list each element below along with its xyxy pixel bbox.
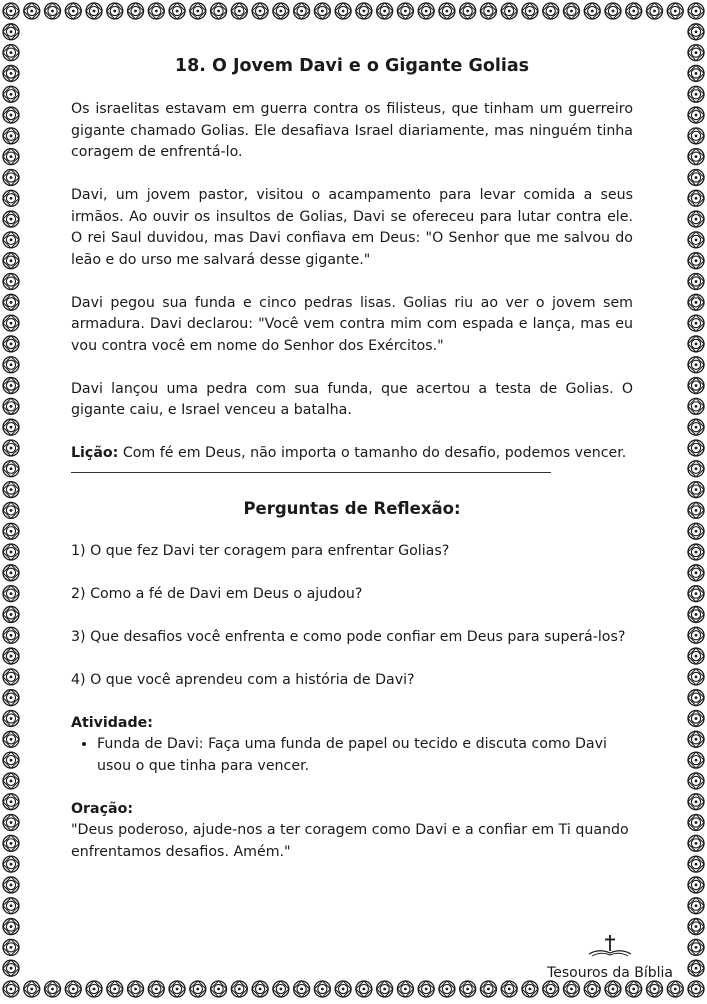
border-ornament (3, 86, 19, 102)
reflection-question-4: 4) O que você aprendeu com a história de Davi? (71, 671, 415, 688)
border-ornament (3, 981, 19, 997)
lesson-text: Com fé em Deus, não importa o tamanho do desafio, podemos vencer. (118, 445, 627, 461)
border-ornament (3, 856, 19, 872)
story-paragraph-3: Davi pegou sua funda e cinco pedras lisas. Golias riu ao ver o jovem sem armadura. Davi declarou: "Você vem contra mim com espada e lança, mas eu vou contra você em nome do Senhor dos Exércitos." (71, 294, 633, 354)
border-ornament (688, 357, 704, 373)
border-ornament (3, 45, 19, 61)
section-divider (71, 472, 551, 473)
border-ornament (3, 752, 19, 768)
border-ornament (3, 731, 19, 747)
reflection-title: Perguntas de Reflexão: (243, 498, 461, 518)
cross-on-book-icon (587, 934, 633, 958)
border-ornament (501, 3, 517, 19)
border-ornament (231, 981, 247, 997)
border-ornament (688, 710, 704, 726)
border-ornament (3, 461, 19, 477)
border-ornament (563, 981, 579, 997)
border-ornament (480, 3, 496, 19)
border-ornament (3, 669, 19, 685)
border-ornament (231, 3, 247, 19)
border-ornament (688, 315, 704, 331)
worksheet-content (71, 54, 633, 863)
border-ornament (3, 502, 19, 518)
story-paragraph-2: Davi, um jovem pastor, visitou o acampamento para levar comida a seus irmãos. Ao ouvir os insultos de Golias, Davi se ofereceu para lutar contra ele. O rei Saul duvidou, mas Davi confiava em Deus: "O Senhor que me salvou do leão e do urso me salvará desse gigante." (71, 187, 633, 268)
border-ornament (169, 3, 185, 19)
border-ornament (3, 482, 19, 498)
border-ornament (688, 273, 704, 289)
border-ornament (3, 835, 19, 851)
border-ornament (543, 981, 559, 997)
border-ornament (3, 960, 19, 976)
border-ornament (688, 586, 704, 602)
border-ornament (273, 3, 289, 19)
border-ornament (646, 3, 662, 19)
border-ornament (397, 3, 413, 19)
border-ornament (688, 773, 704, 789)
border-ornament (439, 3, 455, 19)
border-ornament (3, 315, 19, 331)
border-ornament (3, 565, 19, 581)
border-ornament (377, 3, 393, 19)
border-ornament (3, 794, 19, 810)
border-ornament (148, 3, 164, 19)
border-ornament (335, 3, 351, 19)
border-ornament (563, 3, 579, 19)
border-ornament (252, 981, 268, 997)
border-ornament (3, 919, 19, 935)
border-ornament (273, 981, 289, 997)
border-ornament (65, 3, 81, 19)
lesson-label: Lição: (71, 445, 119, 461)
border-ornament (688, 86, 704, 102)
border-ornament (314, 981, 330, 997)
border-ornament (3, 253, 19, 269)
border-ornament (294, 981, 310, 997)
border-ornament (3, 128, 19, 144)
border-ornament (3, 898, 19, 914)
border-ornament (3, 336, 19, 352)
border-ornament (190, 981, 206, 997)
story-paragraph-4: Davi lançou uma pedra com sua funda, que acertou a testa de Golias. O gigante caiu, e Israel venceu a batalha. (71, 380, 633, 418)
border-ornament (3, 939, 19, 955)
border-ornament (3, 814, 19, 830)
border-ornament (169, 981, 185, 997)
border-ornament (252, 3, 268, 19)
border-ornament (688, 523, 704, 539)
border-ornament (107, 3, 123, 19)
border-ornament (356, 3, 372, 19)
border-ornament (3, 211, 19, 227)
border-ornament (3, 773, 19, 789)
border-ornament (688, 919, 704, 935)
reflection-question-3: 3) Que desafios você enfrenta e como pode confiar em Deus para superá-los? (71, 628, 626, 645)
border-ornament (65, 981, 81, 997)
border-ornament (127, 3, 143, 19)
border-ornament (480, 981, 496, 997)
border-ornament (211, 3, 227, 19)
border-ornament (356, 981, 372, 997)
border-ornament (3, 273, 19, 289)
border-ornament (314, 3, 330, 19)
border-ornament (3, 65, 19, 81)
border-ornament (44, 3, 60, 19)
border-ornament (688, 877, 704, 893)
border-ornament (3, 690, 19, 706)
lesson (71, 443, 633, 465)
border-ornament (3, 627, 19, 643)
border-ornament (688, 24, 704, 40)
reflection-question-1: 1) O que fez Davi ter coragem para enfrentar Golias? (71, 542, 450, 559)
border-ornament (3, 149, 19, 165)
border-ornament (605, 981, 621, 997)
border-ornament (3, 169, 19, 185)
border-ornament (543, 3, 559, 19)
border-ornament (688, 939, 704, 955)
border-ornament (688, 731, 704, 747)
border-ornament (24, 981, 40, 997)
border-ornament (522, 981, 538, 997)
border-ornament (688, 211, 704, 227)
border-ornament (688, 190, 704, 206)
border-ornament (688, 981, 704, 997)
border-ornament (688, 398, 704, 414)
border-ornament (3, 523, 19, 539)
border-ornament (418, 981, 434, 997)
border-ornament (211, 981, 227, 997)
border-ornament (688, 482, 704, 498)
border-ornament (667, 3, 683, 19)
border-ornament (3, 419, 19, 435)
border-ornament (688, 45, 704, 61)
border-ornament (667, 981, 683, 997)
border-ornament (688, 669, 704, 685)
activity-item: • Funda de Davi: Faça uma funda de papel ou tecido e discuta como Davi usou o que tinha para vencer. (97, 734, 633, 777)
border-ornament (44, 981, 60, 997)
border-ornament (190, 3, 206, 19)
border-ornament (688, 565, 704, 581)
reflection-question-2: 2) Como a fé de Davi em Deus o ajudou? (71, 585, 363, 602)
border-ornament (522, 3, 538, 19)
border-ornament (688, 606, 704, 622)
prayer-label: Oração: (71, 800, 134, 817)
page-title: 18. O Jovem Davi e o Gigante Golias (174, 56, 530, 76)
border-ornament (688, 232, 704, 248)
border-ornament (605, 3, 621, 19)
border-ornament (688, 898, 704, 914)
border-ornament (3, 544, 19, 560)
border-ornament (3, 398, 19, 414)
border-ornament (24, 3, 40, 19)
border-ornament (688, 502, 704, 518)
border-ornament (688, 149, 704, 165)
border-ornament (688, 377, 704, 393)
brand-name: Tesouros da Bíblia (547, 965, 673, 981)
prayer-text: "Deus poderoso, ajude-nos a ter coragem como Davi e a confiar em Ti quando enfrentamos desafios. Amém." (71, 822, 629, 860)
story-paragraph-1: Os israelitas estavam em guerra contra os filisteus, que tinham um guerreiro gigante chamado Golias. Ele desafiava Israel diariamente, mas ninguém tinha coragem de enfrentá-lo. (71, 101, 633, 160)
border-ornament (3, 648, 19, 664)
border-ornament (646, 981, 662, 997)
border-ornament (3, 3, 19, 19)
border-ornament (418, 3, 434, 19)
border-ornament (688, 253, 704, 269)
border-ornament (460, 3, 476, 19)
border-ornament (335, 981, 351, 997)
border-ornament (3, 877, 19, 893)
border-ornament (377, 981, 393, 997)
border-ornament (688, 294, 704, 310)
border-ornament (3, 357, 19, 373)
border-ornament (688, 128, 704, 144)
border-ornament (688, 960, 704, 976)
border-ornament (86, 981, 102, 997)
border-ornament (688, 752, 704, 768)
border-ornament (626, 3, 642, 19)
border-ornament (688, 440, 704, 456)
brand-footer (547, 934, 673, 982)
border-ornament (3, 232, 19, 248)
border-ornament (3, 190, 19, 206)
border-ornament (688, 544, 704, 560)
border-ornament (3, 440, 19, 456)
border-ornament (688, 336, 704, 352)
border-ornament (294, 3, 310, 19)
border-ornament (688, 627, 704, 643)
border-ornament (86, 3, 102, 19)
border-ornament (3, 24, 19, 40)
activity-label: Atividade: (71, 714, 153, 731)
border-ornament (3, 107, 19, 123)
border-ornament (688, 461, 704, 477)
border-ornament (439, 981, 455, 997)
border-ornament (688, 814, 704, 830)
border-ornament (3, 586, 19, 602)
border-ornament (148, 981, 164, 997)
border-ornament (688, 794, 704, 810)
border-ornament (584, 3, 600, 19)
border-ornament (3, 710, 19, 726)
border-ornament (107, 981, 123, 997)
border-ornament (688, 856, 704, 872)
border-ornament (688, 107, 704, 123)
border-ornament (460, 981, 476, 997)
border-ornament (688, 3, 704, 19)
border-ornament (397, 981, 413, 997)
border-ornament (688, 648, 704, 664)
border-ornament (688, 690, 704, 706)
border-ornament (688, 835, 704, 851)
border-ornament (688, 419, 704, 435)
activity-list (71, 734, 633, 777)
border-ornament (3, 377, 19, 393)
border-ornament (688, 65, 704, 81)
border-ornament (584, 981, 600, 997)
border-ornament (3, 294, 19, 310)
border-ornament (626, 981, 642, 997)
border-ornament (501, 981, 517, 997)
border-ornament (127, 981, 143, 997)
border-ornament (688, 169, 704, 185)
border-ornament (3, 606, 19, 622)
